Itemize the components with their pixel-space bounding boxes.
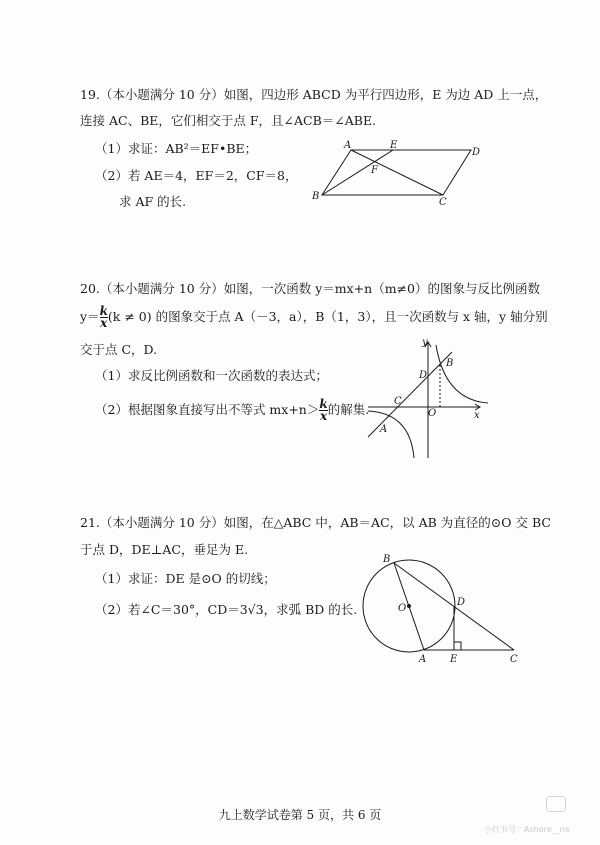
- label-B: B: [383, 554, 391, 565]
- label-E: E: [450, 654, 458, 665]
- label-B: B: [312, 191, 320, 202]
- label-D: D: [457, 597, 466, 608]
- label-C: C: [439, 197, 447, 208]
- q20-part2-suffix: 的解集.: [327, 402, 370, 417]
- q19-part2b: 求 AF 的长.: [119, 194, 187, 209]
- frac-denominator: x: [100, 316, 108, 330]
- q19-line2: 连接 AC、BE，它们相交于点 F，且∠ACB＝∠ABE.: [80, 113, 377, 128]
- label-y: y: [422, 337, 428, 348]
- label-A: A: [344, 140, 352, 151]
- q19-line1: 19.（本小题满分 10 分）如图，四边形 ABCD 为平行四边形，E 为边 AD 上一点，: [80, 87, 548, 102]
- q20-part2-prefix: （2）根据图象直接写出不等式 mx+n＞: [95, 402, 320, 417]
- q21-line2: 于点 D，DE⊥AC，垂足为 E.: [80, 542, 249, 557]
- q20-line2-suffix: (k ≠ 0) 的图象交于点 A（－3，a），B（1，3），且一次函数与 x 轴，y 轴分别: [107, 309, 548, 324]
- frac-numerator: k: [99, 304, 108, 318]
- q20-part1: （1）求反比例函数和一次函数的表达式；: [95, 368, 328, 383]
- q20-line1: 20.（本小题满分 10 分）如图，一次函数 y＝mx+n（m≠0）的图象与反比例函数: [80, 281, 540, 296]
- q19-part1: （1）求证：AB²＝EF•BE；: [95, 141, 258, 156]
- label-A: A: [380, 424, 388, 435]
- label-D: D: [472, 147, 481, 158]
- q19-part2: （2）若 AE＝4，EF＝2，CF＝8，: [95, 168, 298, 183]
- frac-denominator: x: [319, 409, 328, 423]
- label-E: E: [390, 140, 398, 151]
- q21-part1: （1）求证：DE 是⊙O 的切线；: [95, 571, 276, 586]
- label-O: O: [398, 603, 407, 614]
- label-x: x: [474, 410, 480, 421]
- right-angle-mark: [454, 642, 461, 650]
- q21-part2: （2）若∠C＝30°，CD＝3√3，求弧 BD 的长.: [95, 602, 358, 617]
- label-F: F: [371, 165, 378, 176]
- watermark-text: 小红书号：Ashore__ne: [484, 825, 570, 834]
- label-B: B: [446, 358, 454, 369]
- label-O: O: [428, 408, 437, 419]
- center-point-O: [407, 604, 411, 608]
- label-C: C: [394, 396, 402, 407]
- q20-line3: 交于点 C，D.: [80, 342, 158, 357]
- watermark-logo: [546, 796, 566, 812]
- frac-numerator: k: [319, 397, 328, 411]
- label-C: C: [510, 654, 518, 665]
- label-D: D: [419, 370, 428, 381]
- q21-line1: 21.（本小题满分 10 分）如图，在△ABC 中，AB＝AC，以 AB 为直径的⊙O 交 BC: [80, 515, 551, 530]
- page-footer: 九上数学试卷第 5 页，共 6 页: [218, 808, 382, 822]
- label-A: A: [419, 654, 427, 665]
- q20-line2-prefix: y＝: [80, 309, 100, 324]
